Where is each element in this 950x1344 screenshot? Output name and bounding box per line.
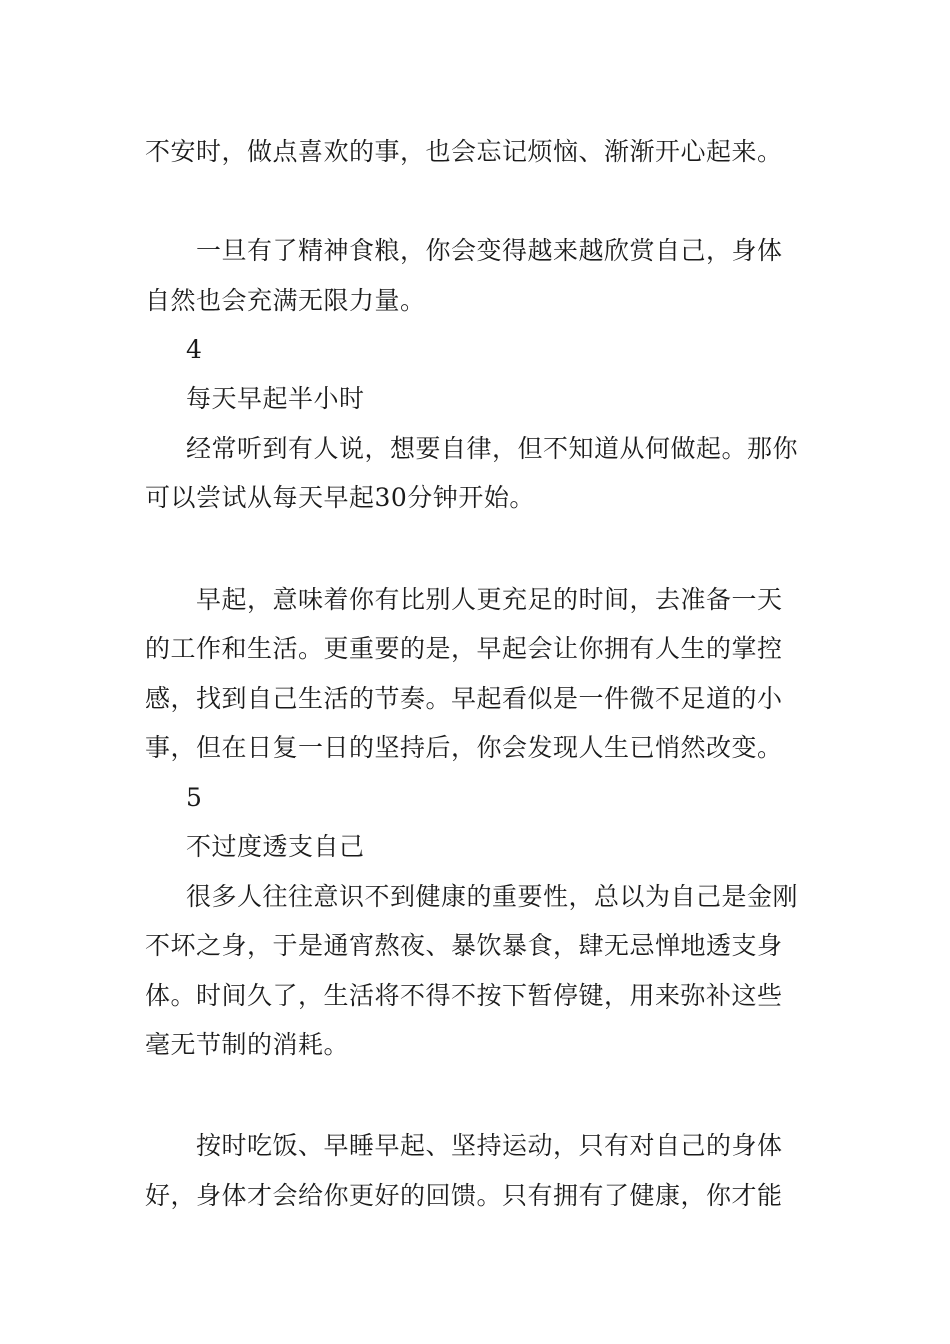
paragraph-line: 早起，意味着你有比别人更充足的时间，去准备一天 [196,585,783,614]
section-number: 4 [186,335,203,364]
paragraph-line: 可以尝试从每天早起30分钟开始。 [145,483,535,512]
paragraph-line: 毫无节制的消耗。 [145,1030,350,1059]
paragraph-line: 感，找到自己生活的节奏。早起看似是一件微不足道的小 [145,684,783,713]
paragraph-line: 的工作和生活。更重要的是，早起会让你拥有人生的掌控 [145,634,783,663]
paragraph-line: 不安时，做点喜欢的事，也会忘记烦恼、渐渐开心起来。 [145,137,783,166]
section-heading: 不过度透支自己 [186,832,365,861]
paragraph-line: 好，身体才会给你更好的回馈。只有拥有了健康，你才能 [145,1181,783,1210]
section-heading: 每天早起半小时 [186,384,365,413]
paragraph-line: 按时吃饭、早睡早起、坚持运动，只有对自己的身体 [196,1131,783,1160]
paragraph-line: 事，但在日复一日的坚持后，你会发现人生已悄然改变。 [145,733,783,762]
paragraph-line: 体。时间久了，生活将不得不按下暂停键，用来弥补这些 [145,981,783,1010]
paragraph-line: 一旦有了精神食粮，你会变得越来越欣赏自己，身体 [196,236,783,265]
paragraph-line: 不坏之身，于是通宵熬夜、暴饮暴食，肆无忌惮地透支身 [145,931,783,960]
section-number: 5 [186,783,203,812]
paragraph-line: 经常听到有人说，想要自律，但不知道从何做起。那你 [186,434,799,463]
paragraph-line: 自然也会充满无限力量。 [145,286,426,315]
paragraph-line: 很多人往往意识不到健康的重要性，总以为自己是金刚 [186,882,799,911]
